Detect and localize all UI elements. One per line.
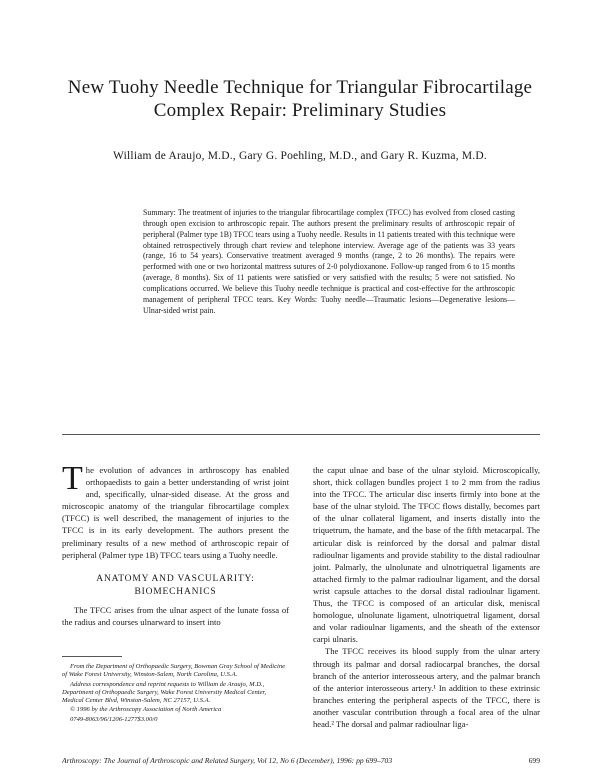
drop-cap: T [62,460,83,497]
title-line-2: Complex Repair: Preliminary Studies [153,100,447,121]
anatomy-column [62,604,289,628]
page-number: 699 [528,756,540,765]
footnote-divider [62,656,122,657]
section-heading-line-2: BIOMECHANICS [134,587,217,597]
intro-text: he evolution of advances in arthroscopy has enabled orthopaedists to gain a better understanding of wrist joint and, specifically, ulnar-sided disease. At the gross and microscopic anatomy of the triangular fibrocartilage complex (TFCC) is well described, the management of injuries to the TFCC is in its early development. The authors present the preliminary results of a new method of arthroscopic repair of peripheral (Palmer type 1B) TFCC tears using a Tuohy needle. [62,465,289,560]
footnotes [62,663,289,725]
abstract-divider [62,434,540,435]
intro-paragraph [62,460,289,561]
intro-column [62,460,289,561]
footnote-correspondence: Address correspondence and reprint requests to William de Araujo, M.D., Department of Orthopaedic Surgery, Wake Forest University Medical Center, Medical Center Blvd, Winston-Salem, NC 27157, U.S.A. [62,680,266,705]
page-footer [62,756,540,765]
author-list: William de Araujo, M.D., Gary G. Poehling, M.D., and Gary R. Kuzma, M.D. [113,150,487,162]
abstract-summary: Summary: The treatment of injuries to the triangular fibrocartilage complex (TFCC) has evolved from closed casting through open excision to arthroscopic repair. The authors present the preliminary results of arthroscopic repair of peripheral (Palmer type 1B) TFCC tears using a Tuohy needle. Results in 11 patients treated with this technique were obtained retrospectively through chart review and telephone interview. Average age of the patients was 33 years (range, 16 to 54 years). Conservative treatment averaged 9 months (range, 2 to 26 months). The repairs were performed with one or two horizontal mattress sutures of 2-0 polydioxanone. Follow-up ranged from 6 to 15 months (average, 8 months). Six of 11 patients were satisfied or very satisfied with the results; 5 were not satisfied. No complications occurred. We believe this Tuohy needle technique is practical and cost-effective for the arthroscopic management of peripheral TFCC tears. Key Words: Tuohy needle—Traumatic lesions—Degenerative lesions—Ulnar-sided wrist pain. [143,208,515,315]
right-column [313,464,540,730]
section-heading [62,573,289,599]
right-paragraph-2: The TFCC receives its blood supply from the ulnar artery through its palmar and dorsal radiocarpal branches, the dorsal branch of the anterior interosseous artery, and the palmar branch of the anterior interosseous artery.¹ In addition to these extrinsic branches entering the peripheral aspects of the TFCC, there is another vascular contribution through a focal area of the ulnar head.² The dorsal and palmar radioulnar liga- [313,646,540,729]
section-heading-line-1: ANATOMY AND VASCULARITY: [96,574,255,584]
article-title [40,76,560,122]
footnote-affiliation: From the Department of Orthopaedic Surgery, Bowman Gray School of Medicine of Wake Forest University, Winston-Salem, North Carolina, U.S.A. [62,663,286,679]
anatomy-paragraph: The TFCC arises from the ulnar aspect of the lunate fossa of the radius and courses ulnarward to insert into [62,605,289,628]
footnote-copyright: © 1996 by the Arthroscopy Association of North America [70,706,222,714]
footnote-code: 0749-8063/96/1206-1277$3.00/0 [70,715,158,723]
footer-citation: Arthroscopy: The Journal of Arthroscopic and Related Surgery, Vol 12, No 6 (December), 1996: pp 699–703 [62,756,393,765]
title-line-1: New Tuohy Needle Technique for Triangular Fibrocartilage [67,77,533,98]
right-paragraph-1: the caput ulnae and base of the ulnar styloid. Microscopically, short, thick collagen bundles project 1 to 2 mm from the radius into the TFCC. The articular disc inserts firmly into bone at the base of the ulnar styloid. The TFCC flows distally, becomes part of the ulnar collateral ligament, and inserts distally into the triquetrum, the hamate, and the base of the fifth metacarpal. The articular disk is reinforced by the dorsal and palmar distal radioulnar ligaments and provide stability to the distal radioulnar joint. Palmarly, the ulnolunate and ulnotriquetral ligaments are attached firmly to the palmar radioulnar ligament, and the dorsal wrist capsule attaches to the dorsal distal radioulnar ligament. Thus, the TFCC is composed of an articular disk, meniscal homologue, ulnolunate ligament, ulnotriquetral ligament, dorsal and volar radioulnar ligaments, and the sheath of the extensor carpi ulnaris. [313,465,540,645]
